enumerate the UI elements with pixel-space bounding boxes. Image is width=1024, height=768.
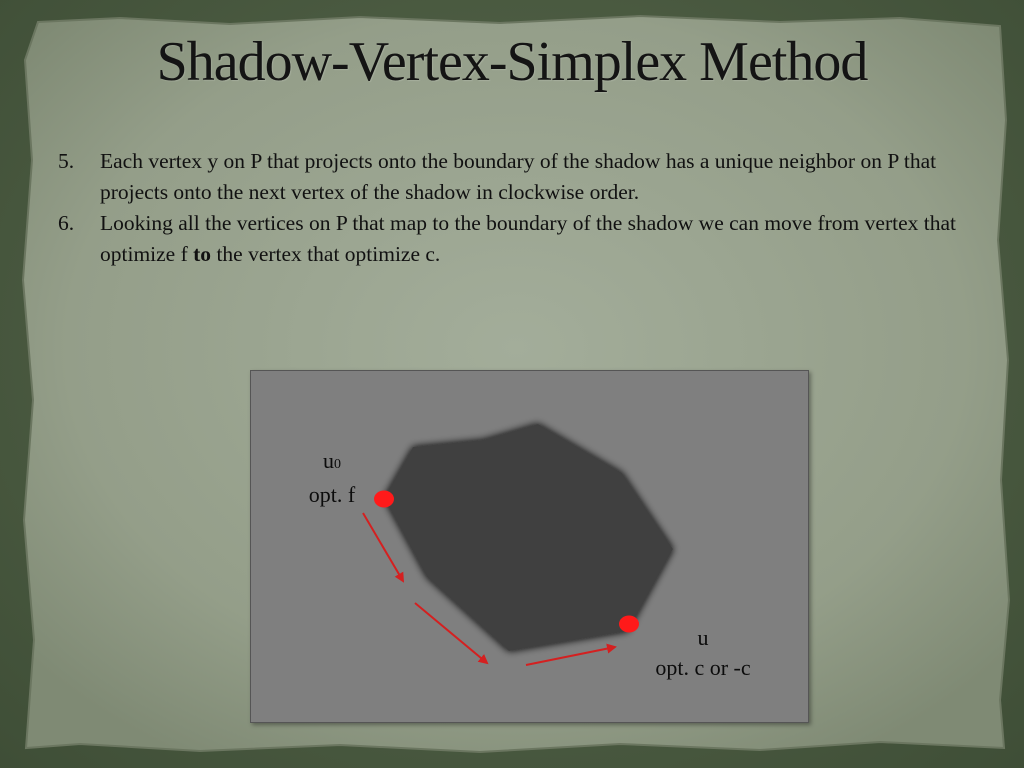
list-text: Each vertex y on P that projects onto the boundary of the shadow has a unique neighbor on P that projects onto the next vertex of the shadow in clockwise order.	[100, 149, 937, 204]
start-vertex-marker	[374, 491, 394, 508]
path-arrow-1	[363, 513, 403, 581]
slide-title: Shadow-Vertex-Simplex Method	[156, 31, 868, 93]
shadow-figure	[250, 370, 809, 723]
list-number: 5.	[58, 149, 75, 173]
list-item-6	[58, 208, 978, 270]
start-vertex-name: u0	[323, 448, 341, 473]
list-number: 6.	[58, 211, 75, 235]
list-item-5	[58, 146, 978, 208]
end-vertex-name: u	[697, 625, 709, 650]
numbered-list	[58, 146, 978, 270]
start-vertex-caption: opt. f	[308, 482, 356, 507]
list-text-bold: to	[193, 242, 212, 266]
list-text-part: Looking all the vertices on P that map to the boundary of the shadow we can move from vertex that optimize f	[100, 211, 956, 266]
end-vertex-caption: opt. c or -c	[655, 655, 751, 680]
start-vertex-label	[297, 446, 367, 510]
list-text	[100, 208, 978, 270]
path-arrow-3	[526, 647, 615, 665]
end-vertex-label	[633, 623, 773, 683]
list-text-part: the vertex that optimize c.	[211, 242, 441, 266]
